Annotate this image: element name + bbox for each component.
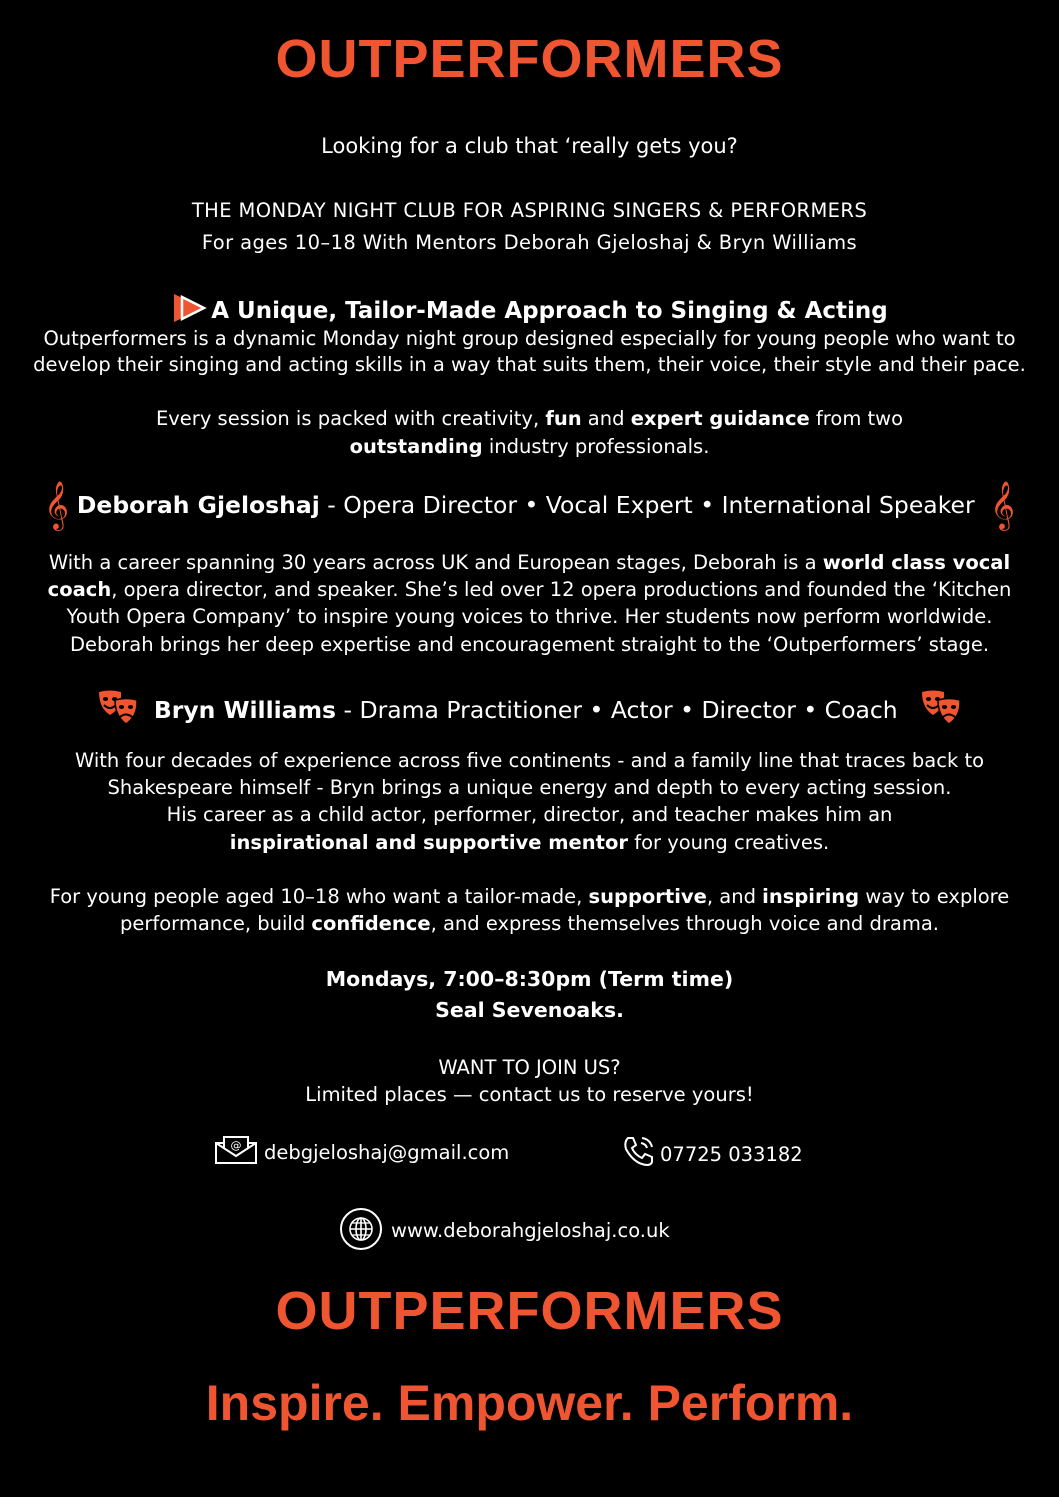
footer-title: OUTPERFORMERS xyxy=(275,1281,784,1341)
bryn-roles: - Drama Practitioner • Actor • Director • Coach xyxy=(336,696,898,724)
ages-line: For ages 10–18 With Mentors Deborah Gjeloshaj & Bryn Williams xyxy=(201,231,858,254)
schedule-when: Mondays, 7:00–8:30pm (Term time) xyxy=(325,967,734,991)
bryn-bio-line-2: Shakespeare himself - Bryn brings a unique energy and depth to every acting session. xyxy=(107,776,952,799)
footer-tagline: Inspire. Empower. Perform. xyxy=(205,1375,854,1431)
deborah-bio-line-4: Deborah brings her deep expertise and encouragement straight to the ‘Outperformers’ stage. xyxy=(69,633,990,656)
deborah-bio-line-1: With a career spanning 30 years across UK and European stages, Deborah is a world class vocal xyxy=(48,551,1011,574)
email-icon xyxy=(214,1135,258,1173)
bryn-bio-line-1: With four decades of experience across five continents - and a family line that traces back to xyxy=(74,749,985,772)
treble-clef-icon: 𝄞 xyxy=(44,480,69,529)
audience-line-2: performance, build confidence, and express themselves through voice and drama. xyxy=(119,912,939,935)
globe-icon xyxy=(339,1207,383,1267)
page-title: OUTPERFORMERS xyxy=(275,29,784,89)
join-heading: WANT TO JOIN US? xyxy=(438,1056,621,1079)
email-address[interactable]: debgjeloshaj@gmail.com xyxy=(264,1141,510,1164)
bryn-bio-line-3: His career as a child actor, performer, director, and teacher makes him an xyxy=(166,803,893,826)
intro-question: Looking for a club that ‘really gets you? xyxy=(321,134,738,158)
theatre-masks-icon xyxy=(96,688,140,735)
deborah-bio-line-2: coach, opera director, and speaker. She’s led over 12 opera productions and founded the ‘Kitchen xyxy=(47,578,1012,601)
deborah-roles: - Opera Director • Vocal Expert • International Speaker xyxy=(319,491,975,519)
audience-line-1: For young people aged 10–18 who want a tailor-made, supportive, and inspiring way to explore xyxy=(49,885,1010,908)
schedule-where: Seal Sevenoaks. xyxy=(435,998,624,1022)
theatre-masks-icon xyxy=(919,688,963,735)
website-contact[interactable] xyxy=(339,1207,670,1267)
email-contact[interactable] xyxy=(214,1135,509,1173)
approach-heading: A Unique, Tailor-Made Approach to Singing & Acting xyxy=(211,298,888,324)
phone-icon xyxy=(622,1135,656,1175)
phone-number[interactable]: 07725 033182 xyxy=(660,1143,803,1166)
join-line: Limited places — contact us to reserve yours! xyxy=(305,1083,754,1106)
deborah-bio-line-3: Youth Opera Company’ to inspire young voices to thrive. Her students now perform worldwide. xyxy=(66,605,993,628)
deborah-name: Deborah Gjeloshaj xyxy=(76,491,320,519)
phone-contact[interactable] xyxy=(622,1135,803,1175)
club-tagline: THE MONDAY NIGHT CLUB FOR ASPIRING SINGERS & PERFORMERS xyxy=(191,199,868,222)
session-paragraph-line-2: outstanding industry professionals. xyxy=(349,435,710,458)
approach-paragraph-line-2: develop their singing and acting skills in a way that suits them, their voice, their style and their pace. xyxy=(33,353,1026,376)
bryn-heading-row xyxy=(0,688,1059,735)
treble-clef-icon: 𝄞 xyxy=(990,480,1015,529)
deborah-heading-row xyxy=(0,480,1059,529)
session-paragraph-line-1: Every session is packed with creativity, fun and expert guidance from two xyxy=(155,407,904,430)
website-url[interactable]: www.deborahgjeloshaj.co.uk xyxy=(391,1219,670,1242)
bryn-name: Bryn Williams xyxy=(153,696,337,724)
bryn-bio-line-4: inspirational and supportive mentor for young creatives. xyxy=(229,831,830,854)
approach-paragraph-line-1: Outperformers is a dynamic Monday night group designed especially for young people who want to xyxy=(43,327,1016,350)
svg-text:@: @ xyxy=(230,1139,242,1152)
